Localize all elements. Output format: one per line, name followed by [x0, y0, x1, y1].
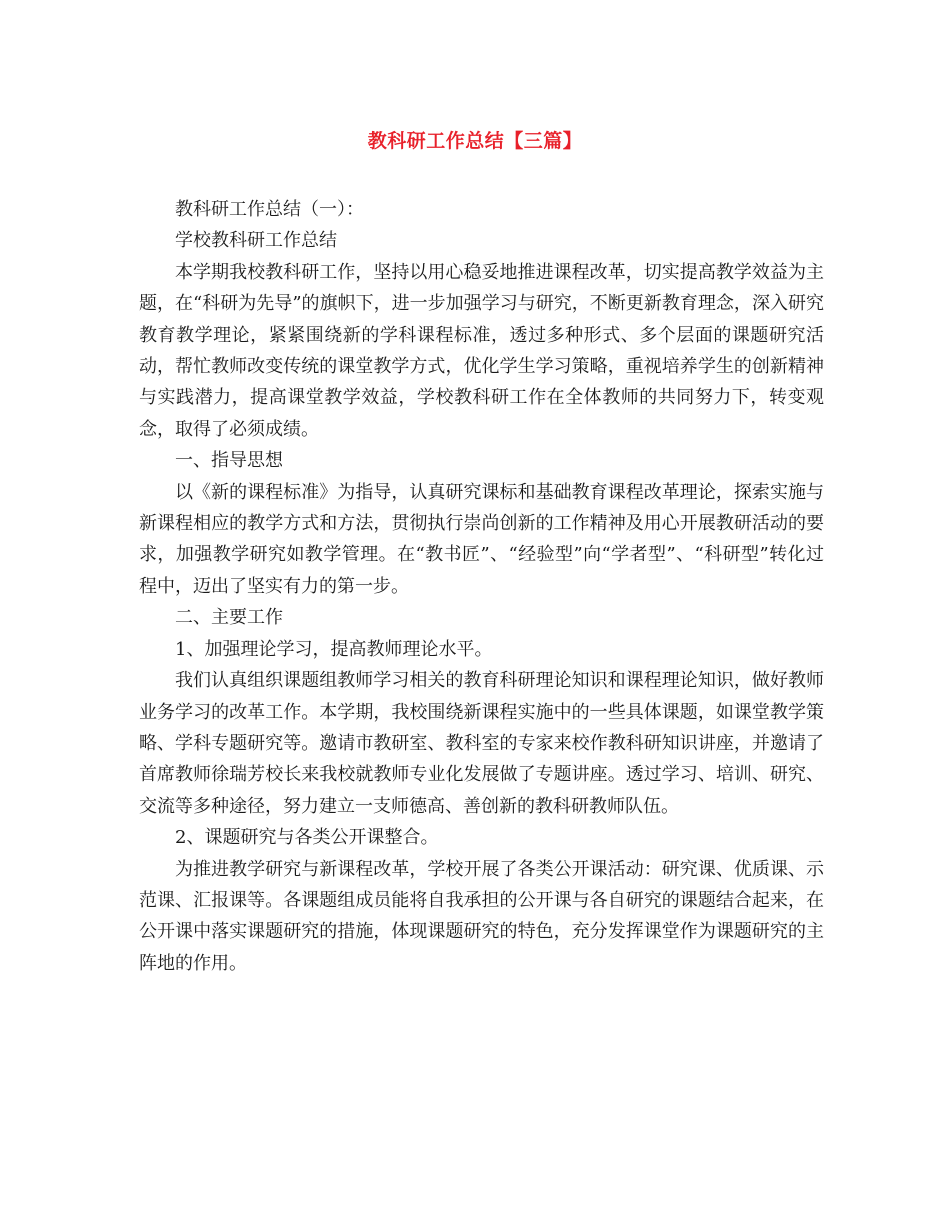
subsection-heading: 1、加强理论学习，提高教师理论水平。 — [175, 638, 493, 660]
subsection-heading: 2、课题研究与各类公开课整合。 — [175, 827, 439, 849]
body-paragraph: 我们认真组织课题组教师学习相关的教育科研理论知识和课程理论知识，做好教师业务学习的改革工作。本学期，我校围绕新课程实施中的一些具体课题，如课堂教学策略、学科专题研究等。邀请市教研室、教科室的专家来校作教科研知识讲座，并邀请了首席教师徐瑞芳校长来我校就教师专业化发展做了专题讲座。透过学习、培训、研究、交流等多种途径，努力建立一支师德高、善创新的教科研教师队伍。 — [139, 670, 824, 817]
document-body — [139, 194, 824, 979]
body-paragraph: 以《新的课程标准》为指导，认真研究课标和基础教育课程改革理论，探索实施与新课程相应的教学方式和方法，贯彻执行崇尚创新的工作精神及用心开展教研活动的要求，加强教学研究如教学管理。在“教书匠”、“经验型”向“学者型”、“科研型”转化过程中，迈出了坚实有力的第一步。 — [139, 481, 824, 597]
document-title: 教科研工作总结【三篇】 — [367, 130, 583, 152]
body-paragraph: 为推进教学研究与新课程改革，学校开展了各类公开课活动：研究课、优质课、示范课、汇报课等。各课题组成员能将自我承担的公开课与各自研究的课题结合起来，在公开课中落实课题研究的措施，体现课题研究的特色，充分发挥课堂作为课题研究的主阵地的作用。 — [139, 858, 824, 974]
body-paragraph: 本学期我校教科研工作，坚持以用心稳妥地推进课程改革，切实提高教学效益为主题，在“科研为先导”的旗帜下，进一步加强学习与研究，不断更新教育理念，深入研究教育教学理论，紧紧围绕新的学科课程标准，透过多种形式、多个层面的课题研究活动，帮忙教师改变传统的课堂教学方式，优化学生学习策略，重视培养学生的创新精神与实践潜力，提高课堂教学效益，学校教科研工作在全体教师的共同努力下，转变观念，取得了必须成绩。 — [139, 261, 824, 440]
subsection-heading: 学校教科研工作总结 — [175, 230, 337, 252]
section-heading: 二、主要工作 — [175, 607, 283, 629]
section-heading: 教科研工作总结（一）： — [175, 199, 364, 220]
section-heading: 一、指导思想 — [175, 450, 283, 472]
